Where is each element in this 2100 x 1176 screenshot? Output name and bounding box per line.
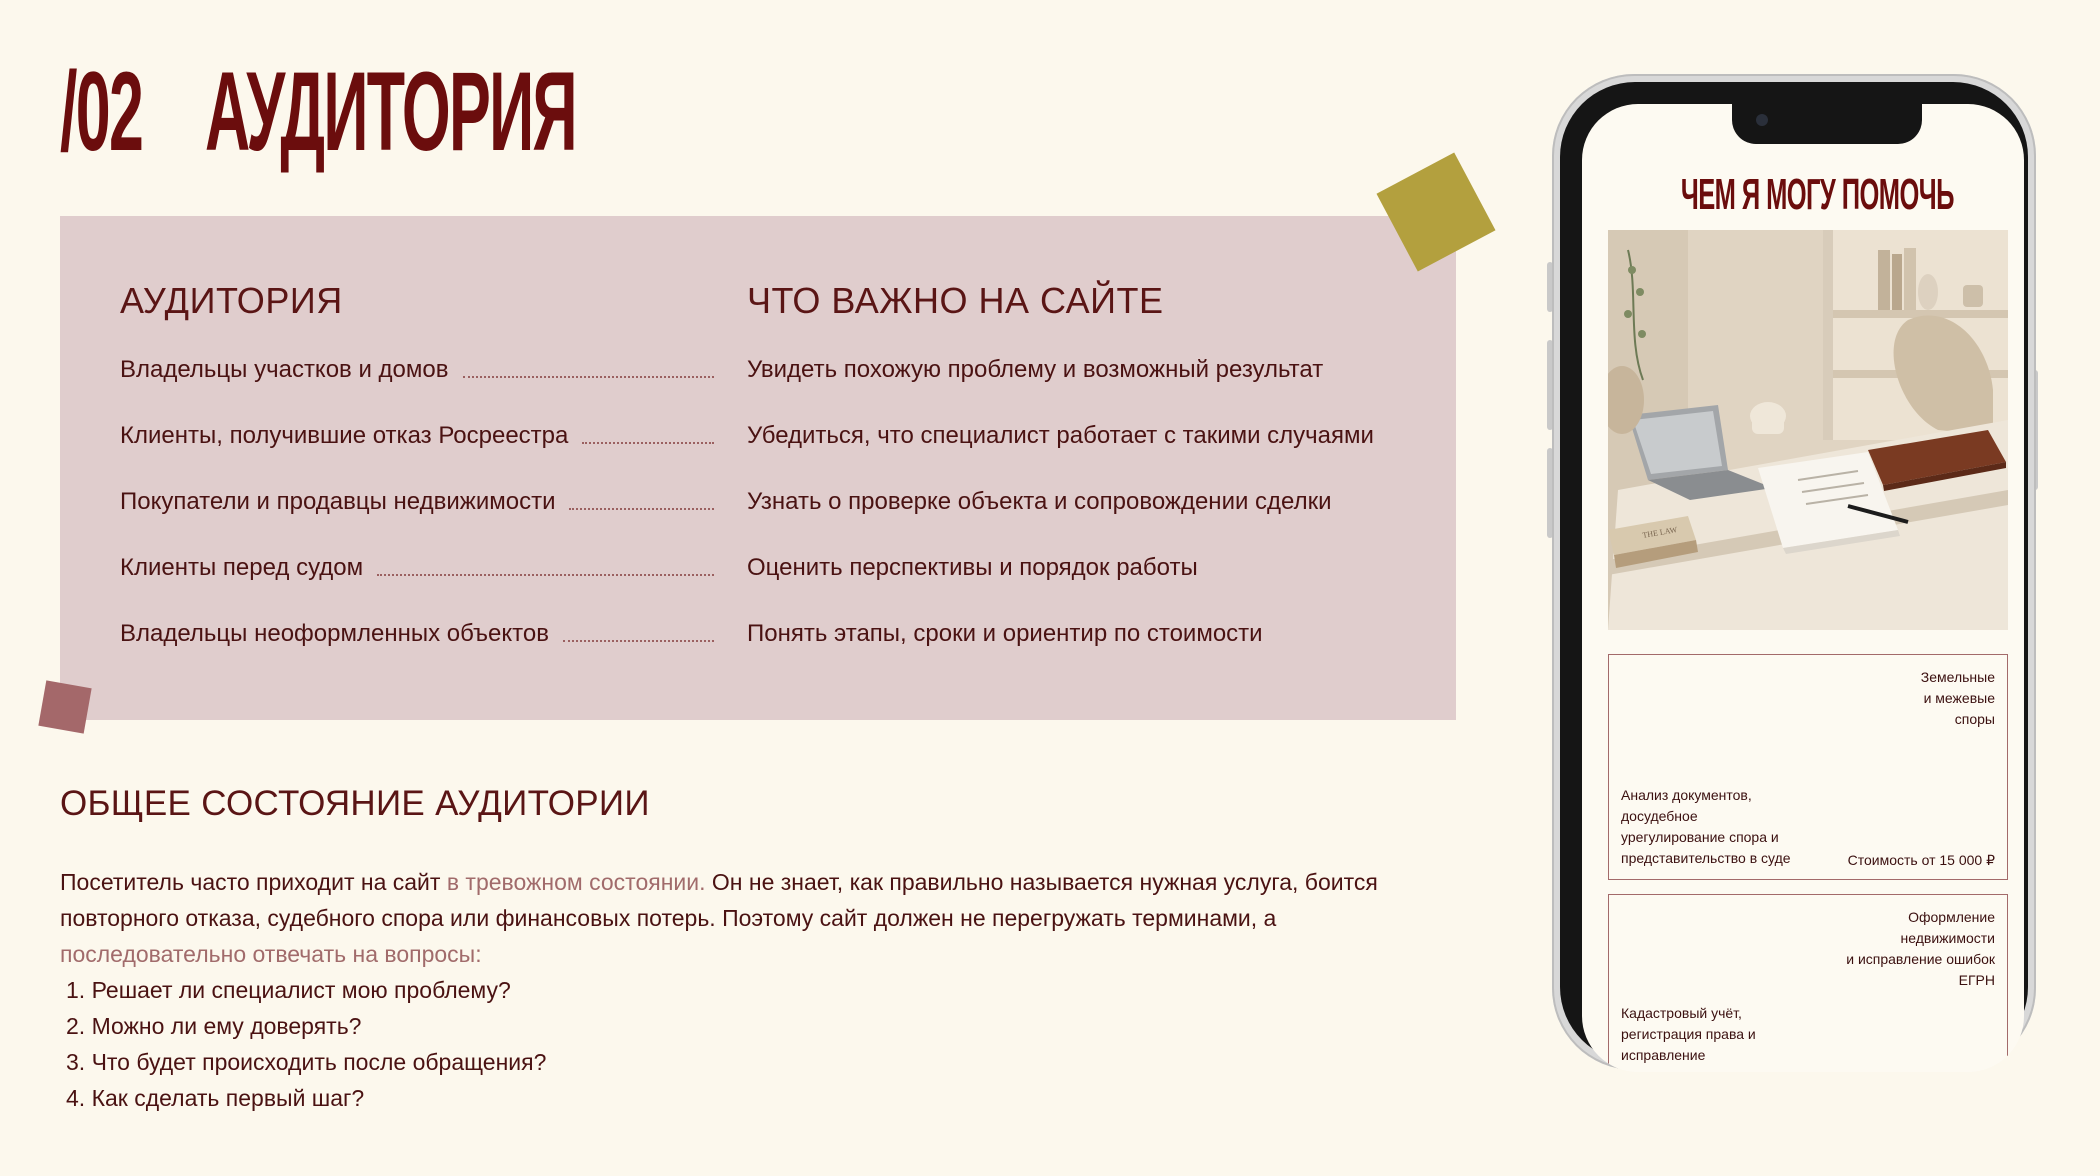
service-description: Анализ документов, досудебное урегулирование спора и представительство в суде xyxy=(1621,787,1791,866)
office-photo-illustration xyxy=(1608,230,2008,630)
list-item: 2. Можно ли ему доверять? xyxy=(66,1013,362,1039)
table-row xyxy=(120,488,1420,554)
important-cell: Узнать о проверке объекта и сопровождении сделки xyxy=(747,488,1332,515)
dotted-leader xyxy=(582,422,714,444)
audience-cell: Владельцы неоформленных объектов xyxy=(120,620,549,647)
service-title: Оформление недвижимости и исправление ошибок ЕГРН xyxy=(1846,909,1995,988)
phone-page-title: ЧЕМ Я МОГУ ПОМОЧЬ xyxy=(1680,170,1954,219)
important-cell: Понять этапы, сроки и ориентир по стоимости xyxy=(747,620,1263,647)
phone-bezel xyxy=(1560,82,2028,1062)
dotted-leader xyxy=(463,356,715,378)
table-row xyxy=(120,356,1420,422)
camera-icon xyxy=(1756,114,1768,126)
important-cell: Убедиться, что специалист работает с такими случаями xyxy=(747,422,1374,449)
highlight-text: в тревожном состоянии. xyxy=(446,869,706,895)
paragraph-text: Он не знает, как правильно называется нужная услуга, боится повторного отказа, судебного спора или финансовых потерь. Поэтому сайт должен не перегружать терминами, а xyxy=(60,869,1378,931)
dotted-leader xyxy=(563,620,714,642)
table-row xyxy=(120,554,1420,620)
audience-cell: Клиенты, получившие отказ Росреестра xyxy=(120,422,569,449)
service-card[interactable] xyxy=(1608,894,2008,1072)
audience-table xyxy=(120,356,1420,686)
paragraph-text: Посетитель часто приходит на сайт xyxy=(60,869,447,895)
important-cell: Оценить перспективы и порядок работы xyxy=(747,554,1198,581)
list-item: 1. Решает ли специалист мою проблему? xyxy=(66,977,511,1003)
table-row xyxy=(120,422,1420,488)
table-row xyxy=(120,620,1420,686)
audience-cell: Покупатели и продавцы недвижимости xyxy=(120,488,556,515)
decor-square-rose xyxy=(38,680,91,733)
service-card[interactable] xyxy=(1608,654,2008,880)
questions-list xyxy=(66,972,546,1116)
page-title: АУДИТОРИЯ xyxy=(205,49,576,174)
list-item: 4. Как сделать первый шаг? xyxy=(66,1085,365,1111)
audience-column-title: АУДИТОРИЯ xyxy=(120,280,343,321)
audience-cell: Владельцы участков и домов xyxy=(120,356,449,383)
page-header xyxy=(60,49,576,174)
dotted-leader xyxy=(569,488,714,510)
important-column-title: ЧТО ВАЖНО НА САЙТЕ xyxy=(747,280,1164,321)
section-number: /02 xyxy=(60,49,143,174)
service-title: Земельные и межевые споры xyxy=(1920,669,1995,727)
office-photo xyxy=(1608,230,2008,630)
service-price: Стоимость от 15 000 ₽ xyxy=(1847,852,1995,868)
phone-mockup xyxy=(1552,74,2036,1070)
service-description: Кадастровый учёт, регистрация права и исправление xyxy=(1621,1005,1756,1063)
audience-cell: Клиенты перед судом xyxy=(120,554,364,581)
highlight-text: последовательно отвечать на вопросы: xyxy=(60,941,482,967)
list-item: 3. Что будет происходить после обращения? xyxy=(66,1049,547,1075)
state-section-title: ОБЩЕЕ СОСТОЯНИЕ АУДИТОРИИ xyxy=(60,784,650,823)
dotted-leader xyxy=(377,554,714,576)
svg-text:THE LAW: THE LAW xyxy=(1641,525,1678,540)
important-cell: Увидеть похожую проблему и возможный результат xyxy=(747,356,1324,383)
phone-screen[interactable] xyxy=(1582,104,2024,1072)
state-paragraph xyxy=(60,864,1380,972)
phone-notch xyxy=(1732,104,1922,144)
